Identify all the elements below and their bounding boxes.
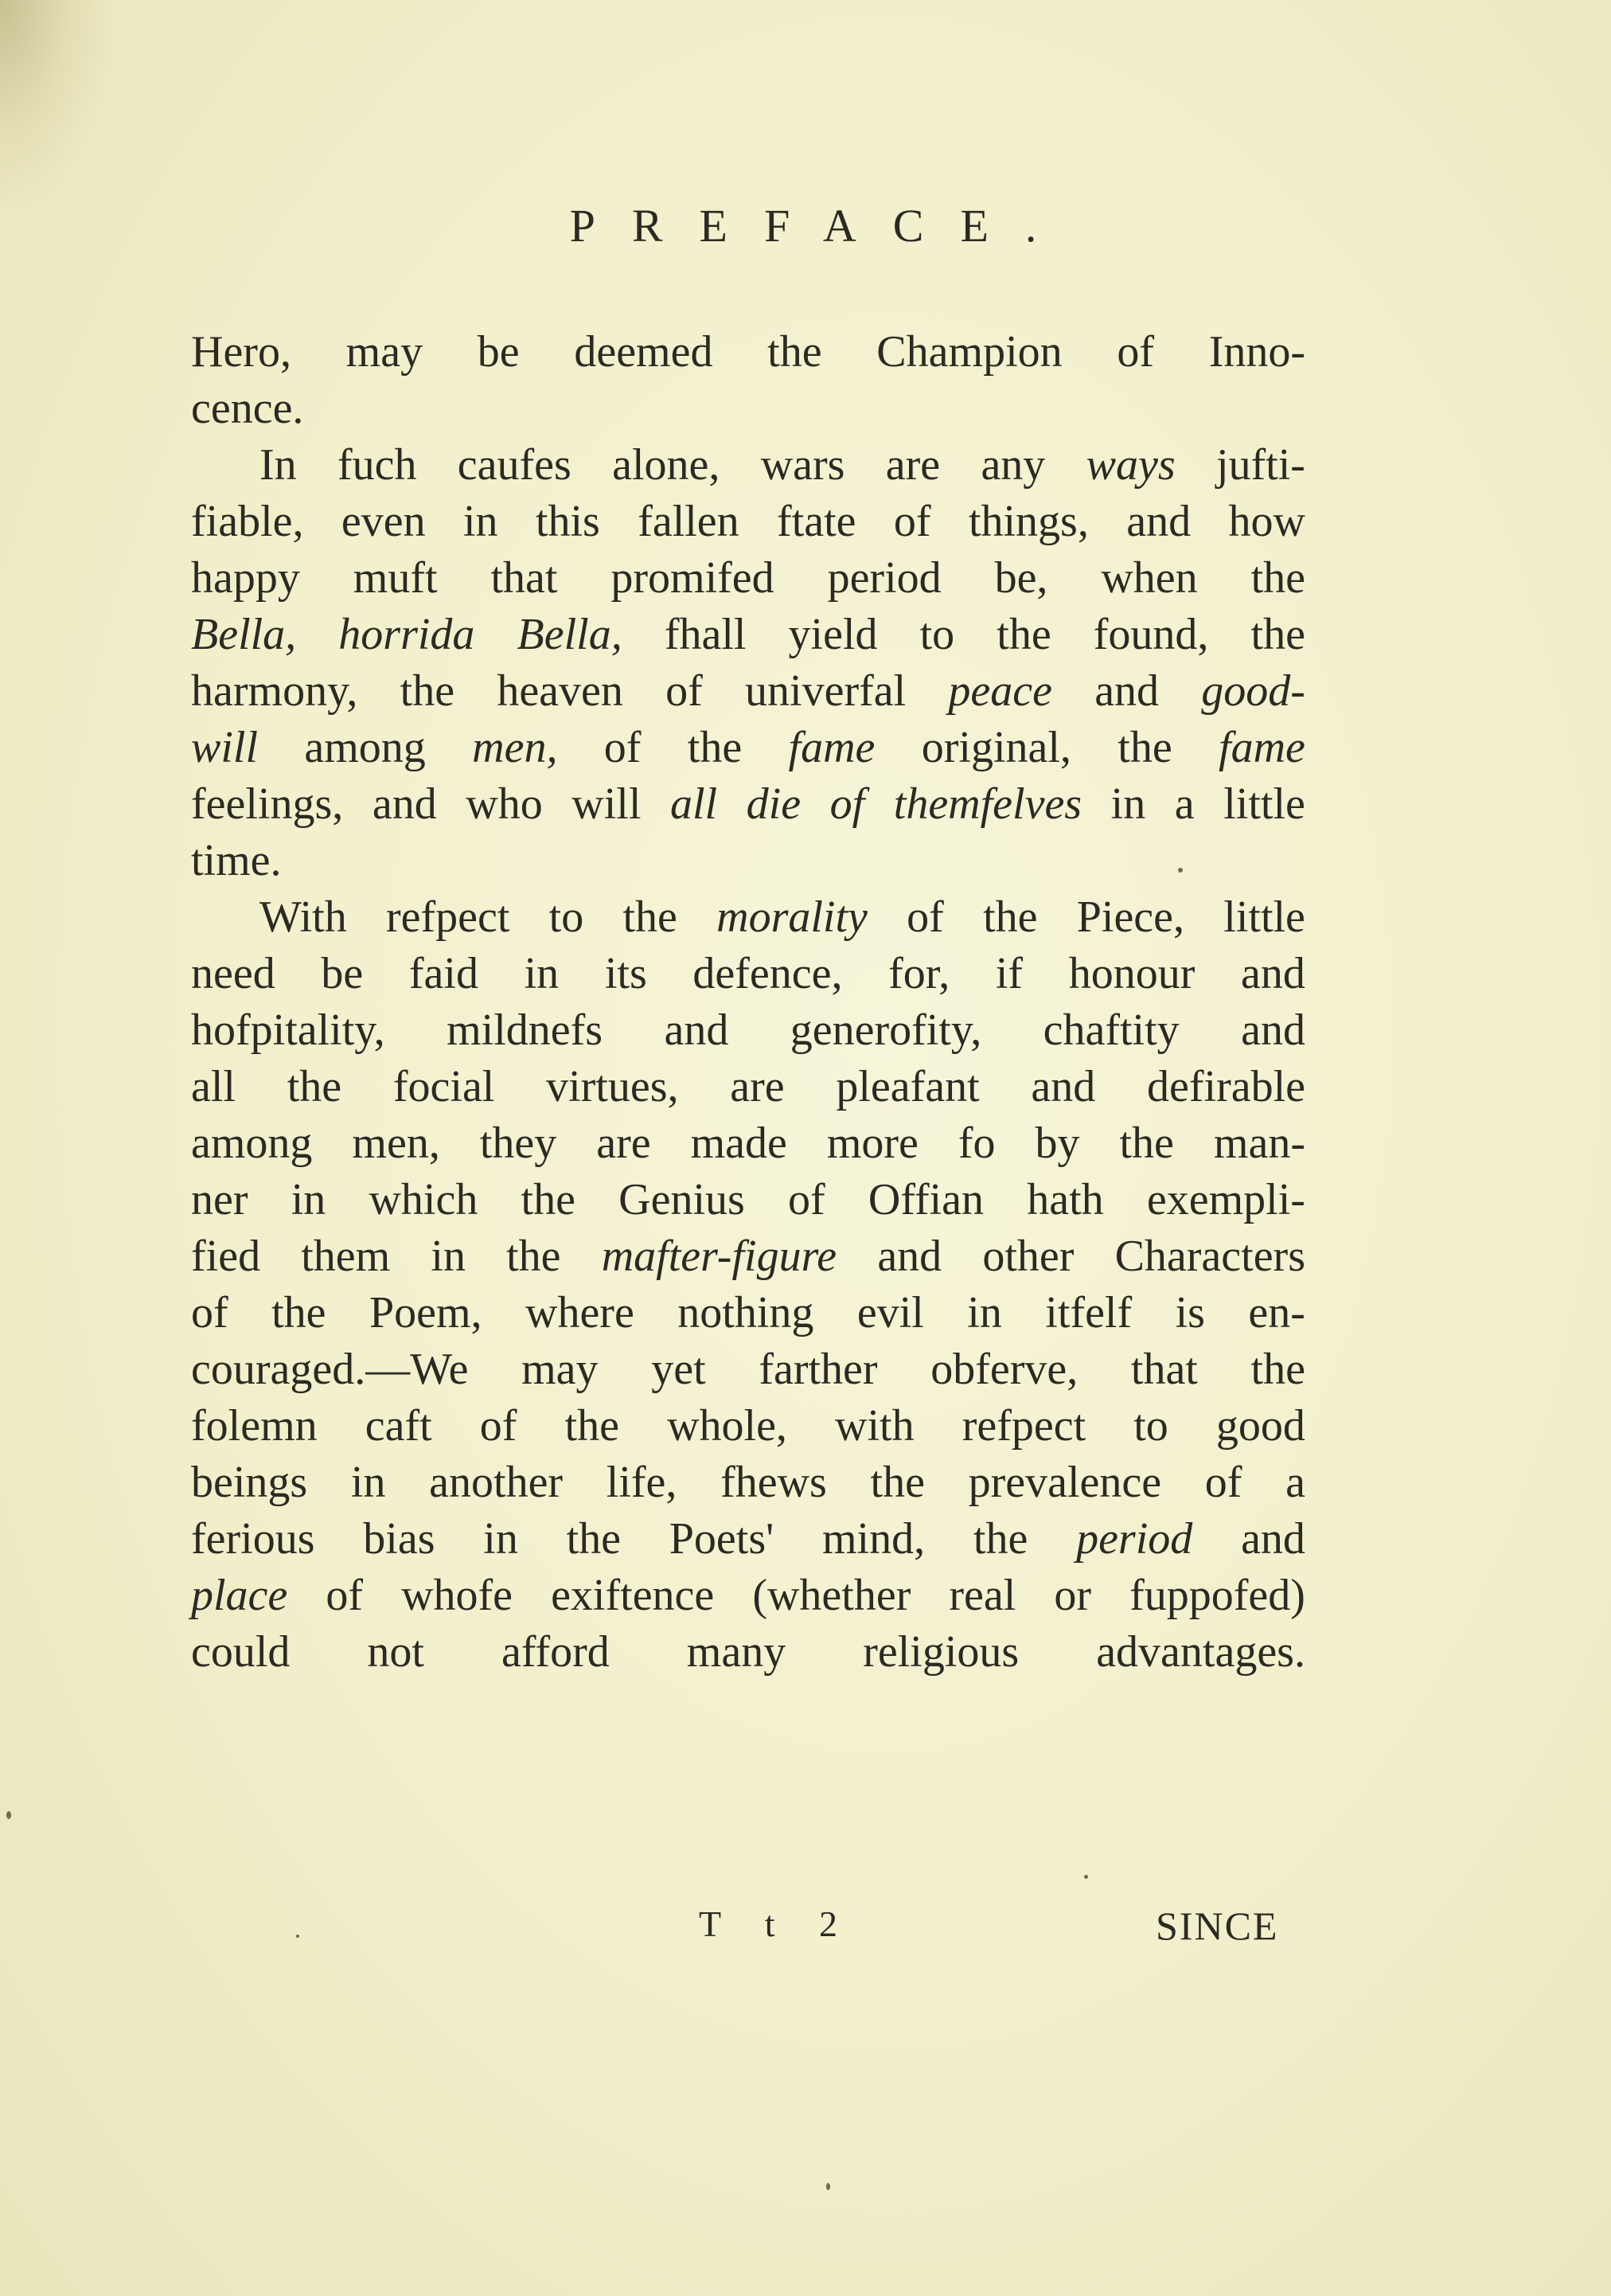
paper-speck	[1084, 1875, 1088, 1879]
text-line	[191, 439, 1305, 496]
word: this	[535, 497, 600, 546]
text-line	[191, 1231, 1305, 1287]
word: other	[982, 1232, 1075, 1281]
text-line	[191, 948, 1305, 1005]
word: whofe	[401, 1571, 513, 1620]
word: fiable,	[191, 497, 304, 546]
word: bias	[363, 1514, 435, 1564]
word: yield	[788, 610, 878, 659]
word: the	[566, 1514, 622, 1564]
word: generofity,	[790, 1005, 982, 1055]
word: the	[622, 892, 677, 942]
word: religious	[863, 1627, 1020, 1677]
word: or	[1054, 1571, 1092, 1620]
word: of	[479, 1401, 517, 1451]
word: couraged.—We	[191, 1345, 469, 1394]
word: Champion	[876, 327, 1063, 377]
word: for,	[888, 949, 950, 998]
word: is	[1175, 1288, 1205, 1337]
word: the	[870, 1458, 925, 1507]
word: of	[1204, 1458, 1242, 1507]
word: and	[1241, 949, 1305, 998]
italic-word: morality	[716, 892, 868, 942]
word: little	[1223, 779, 1305, 829]
word: itfelf	[1045, 1288, 1133, 1337]
word: of	[788, 1175, 825, 1224]
italic-word: place	[191, 1571, 288, 1620]
word: be,	[994, 553, 1048, 603]
paper-speck	[1178, 868, 1183, 873]
word: yet	[651, 1345, 706, 1394]
word: univerfal	[745, 666, 907, 716]
word: of	[907, 892, 944, 942]
word: more	[826, 1119, 919, 1168]
word: little	[1223, 892, 1305, 942]
text-line	[191, 496, 1305, 553]
word: who	[466, 779, 543, 829]
word: Inno-	[1208, 327, 1305, 377]
word: the	[1250, 610, 1305, 659]
word: beings	[191, 1458, 308, 1507]
word: in	[291, 1175, 326, 1224]
word: fo	[958, 1119, 996, 1168]
italic-word: horrida	[338, 610, 475, 659]
word: when	[1101, 553, 1198, 603]
word: and	[1031, 1062, 1096, 1111]
word: to	[548, 892, 584, 942]
word: the	[1250, 553, 1305, 603]
signature-mark: T t 2	[699, 1904, 856, 1944]
text-line	[191, 892, 1305, 948]
word: the	[506, 1232, 561, 1281]
word: fied	[191, 1232, 261, 1281]
word: that	[1130, 1345, 1198, 1394]
word: the	[521, 1175, 575, 1224]
word: Offian	[868, 1175, 985, 1224]
word: the	[564, 1401, 619, 1451]
word: are	[730, 1062, 785, 1111]
word: will	[571, 779, 642, 829]
word: Hero,	[191, 327, 291, 377]
text-line	[191, 553, 1305, 609]
word: a	[1174, 779, 1195, 829]
word: in	[1110, 779, 1146, 829]
word: which	[369, 1175, 478, 1224]
word: to	[919, 610, 955, 659]
word: good	[1215, 1401, 1305, 1451]
text-line	[191, 722, 1305, 779]
word: made	[690, 1119, 787, 1168]
word: Characters	[1114, 1232, 1305, 1281]
word: are	[596, 1119, 651, 1168]
word: that	[490, 553, 558, 603]
text-line	[191, 1513, 1305, 1570]
paper-speck	[296, 1935, 299, 1938]
word: fhews	[720, 1458, 827, 1507]
text-line	[191, 1118, 1305, 1174]
italic-word: Bella,	[191, 610, 297, 659]
word: any	[981, 440, 1046, 490]
word: en-	[1248, 1288, 1305, 1337]
word: mildnefs	[447, 1005, 603, 1055]
body-text	[191, 326, 1305, 1683]
word: feelings,	[191, 779, 344, 829]
word: of	[191, 1288, 228, 1337]
word: fhall	[664, 610, 747, 659]
text-line	[191, 1626, 1305, 1683]
word: the	[1118, 723, 1172, 772]
word: of	[326, 1571, 363, 1620]
word: defirable	[1147, 1062, 1305, 1111]
text-line	[191, 1174, 1305, 1231]
word: in	[350, 1458, 386, 1507]
text-line	[191, 835, 1305, 892]
word: the	[997, 610, 1051, 659]
word: in	[462, 497, 498, 546]
word: the	[400, 666, 455, 716]
text-line	[191, 1287, 1305, 1344]
word: and	[1126, 497, 1192, 546]
italic-word: fame	[1219, 723, 1305, 772]
word: the	[1250, 1345, 1305, 1394]
word: defence,	[692, 949, 843, 998]
word: where	[525, 1288, 634, 1337]
paper-speck	[826, 2183, 830, 2190]
italic-word: Bella,	[517, 610, 622, 659]
word: ftate	[777, 497, 856, 546]
word: among	[304, 723, 426, 772]
word: fuppofed)	[1129, 1571, 1305, 1620]
italic-word: good-	[1201, 666, 1305, 716]
word: prevalence	[968, 1458, 1162, 1507]
word: need	[191, 949, 275, 998]
word: and	[877, 1232, 942, 1281]
word: With	[259, 892, 347, 942]
text-line	[191, 666, 1305, 722]
word: the	[983, 892, 1038, 942]
word: things,	[968, 497, 1089, 546]
word: the	[271, 1288, 326, 1337]
word: original,	[921, 723, 1071, 772]
italic-word: peace	[948, 666, 1052, 716]
word: nothing	[677, 1288, 814, 1337]
word: mind,	[822, 1514, 926, 1564]
word: advantages.	[1096, 1627, 1305, 1677]
word: evil	[856, 1288, 924, 1337]
word: and	[1094, 666, 1160, 716]
word: hath	[1027, 1175, 1104, 1224]
italic-word: all	[669, 779, 718, 829]
word: another	[429, 1458, 564, 1507]
word: and	[1241, 1005, 1305, 1055]
word: period	[827, 553, 942, 603]
word: be	[321, 949, 364, 998]
word: cence.	[191, 384, 304, 433]
running-head: PREFACE.	[569, 200, 1074, 252]
word: among	[191, 1119, 313, 1168]
word: to	[1133, 1401, 1168, 1451]
word: afford	[501, 1627, 610, 1677]
italic-word: will	[191, 723, 259, 772]
word: and	[1241, 1514, 1305, 1564]
word: the	[1119, 1119, 1174, 1168]
word: in	[524, 949, 560, 998]
word: time.	[191, 836, 282, 885]
word: muft	[353, 553, 438, 603]
word: exempli-	[1146, 1175, 1305, 1224]
italic-word: fame	[788, 723, 876, 772]
word: are	[885, 440, 941, 490]
text-line	[191, 1005, 1305, 1061]
word: refpect	[385, 892, 510, 942]
word: the	[767, 327, 822, 377]
italic-word: men,	[472, 723, 558, 772]
italic-word: mafter-figure	[601, 1232, 837, 1281]
word: fuch	[337, 440, 417, 490]
word: men,	[352, 1119, 440, 1168]
text-line	[191, 1344, 1305, 1400]
word: a	[1285, 1458, 1305, 1507]
text-line	[191, 1400, 1305, 1457]
word: fallen	[638, 497, 739, 546]
word: the	[287, 1062, 342, 1111]
word: may	[521, 1345, 599, 1394]
word: whole,	[667, 1401, 787, 1451]
text-line	[191, 383, 1305, 439]
word: promifed	[610, 553, 774, 603]
italic-word: themfelves	[893, 779, 1082, 829]
word: the	[973, 1514, 1028, 1564]
text-line	[191, 609, 1305, 666]
word: even	[341, 497, 426, 546]
word: man-	[1213, 1119, 1305, 1168]
word: in	[431, 1232, 466, 1281]
page-footer	[0, 1903, 1611, 1966]
word: In	[259, 440, 297, 490]
word: farther	[759, 1345, 878, 1394]
word: could	[191, 1627, 291, 1677]
word: harmony,	[191, 666, 358, 716]
italic-word: period	[1076, 1514, 1193, 1564]
word: if	[995, 949, 1024, 998]
word: with	[835, 1401, 915, 1451]
word: all	[191, 1062, 236, 1111]
word: in	[967, 1288, 1002, 1337]
text-line	[191, 326, 1305, 383]
word: the	[687, 723, 743, 772]
word: pleafant	[836, 1062, 980, 1111]
paper-speck	[6, 1811, 11, 1819]
word: of	[893, 497, 931, 546]
italic-word: of	[829, 779, 865, 829]
text-line	[191, 1061, 1305, 1118]
word: and	[372, 779, 437, 829]
word: heaven	[497, 666, 623, 716]
word: jufti-	[1215, 440, 1305, 490]
word: they	[479, 1119, 557, 1168]
word: focial	[392, 1062, 495, 1111]
word: Poets'	[669, 1514, 774, 1564]
italic-word: die	[746, 779, 802, 829]
word: of	[1117, 327, 1154, 377]
text-line	[191, 1570, 1305, 1626]
word: many	[686, 1627, 786, 1677]
word: of	[665, 666, 703, 716]
text-line	[191, 779, 1305, 835]
word: deemed	[574, 327, 713, 377]
word: Genius	[618, 1175, 745, 1224]
word: life,	[606, 1458, 677, 1507]
word: happy	[191, 553, 300, 603]
word: hofpitality,	[191, 1005, 385, 1055]
word: alone,	[612, 440, 720, 490]
word: by	[1035, 1119, 1080, 1168]
word: in	[483, 1514, 518, 1564]
text-line	[191, 1457, 1305, 1513]
italic-word: ways	[1086, 440, 1176, 490]
word: how	[1228, 497, 1305, 546]
word: exiftence	[551, 1571, 715, 1620]
word: caft	[365, 1401, 432, 1451]
word: may	[345, 327, 423, 377]
catchword: SINCE	[1156, 1904, 1279, 1948]
page-edge-stain	[0, 0, 111, 207]
word: caufes	[457, 440, 571, 490]
word: ner	[191, 1175, 248, 1224]
word: and	[664, 1005, 729, 1055]
word: Poem,	[369, 1288, 482, 1337]
word: be	[477, 327, 520, 377]
word: its	[604, 949, 647, 998]
word: Piece,	[1076, 892, 1185, 942]
word: found,	[1093, 610, 1209, 659]
word: not	[367, 1627, 424, 1677]
word: faid	[408, 949, 478, 998]
word: obferve,	[930, 1345, 1079, 1394]
word: ferious	[191, 1514, 315, 1564]
word: real	[949, 1571, 1016, 1620]
word: them	[301, 1232, 391, 1281]
word: virtues,	[546, 1062, 679, 1111]
word: honour	[1068, 949, 1196, 998]
word: folemn	[191, 1401, 318, 1451]
word: of	[603, 723, 642, 772]
word: wars	[760, 440, 845, 490]
word: refpect	[962, 1401, 1086, 1451]
word: chaftity	[1043, 1005, 1180, 1055]
word: (whether	[752, 1571, 911, 1620]
